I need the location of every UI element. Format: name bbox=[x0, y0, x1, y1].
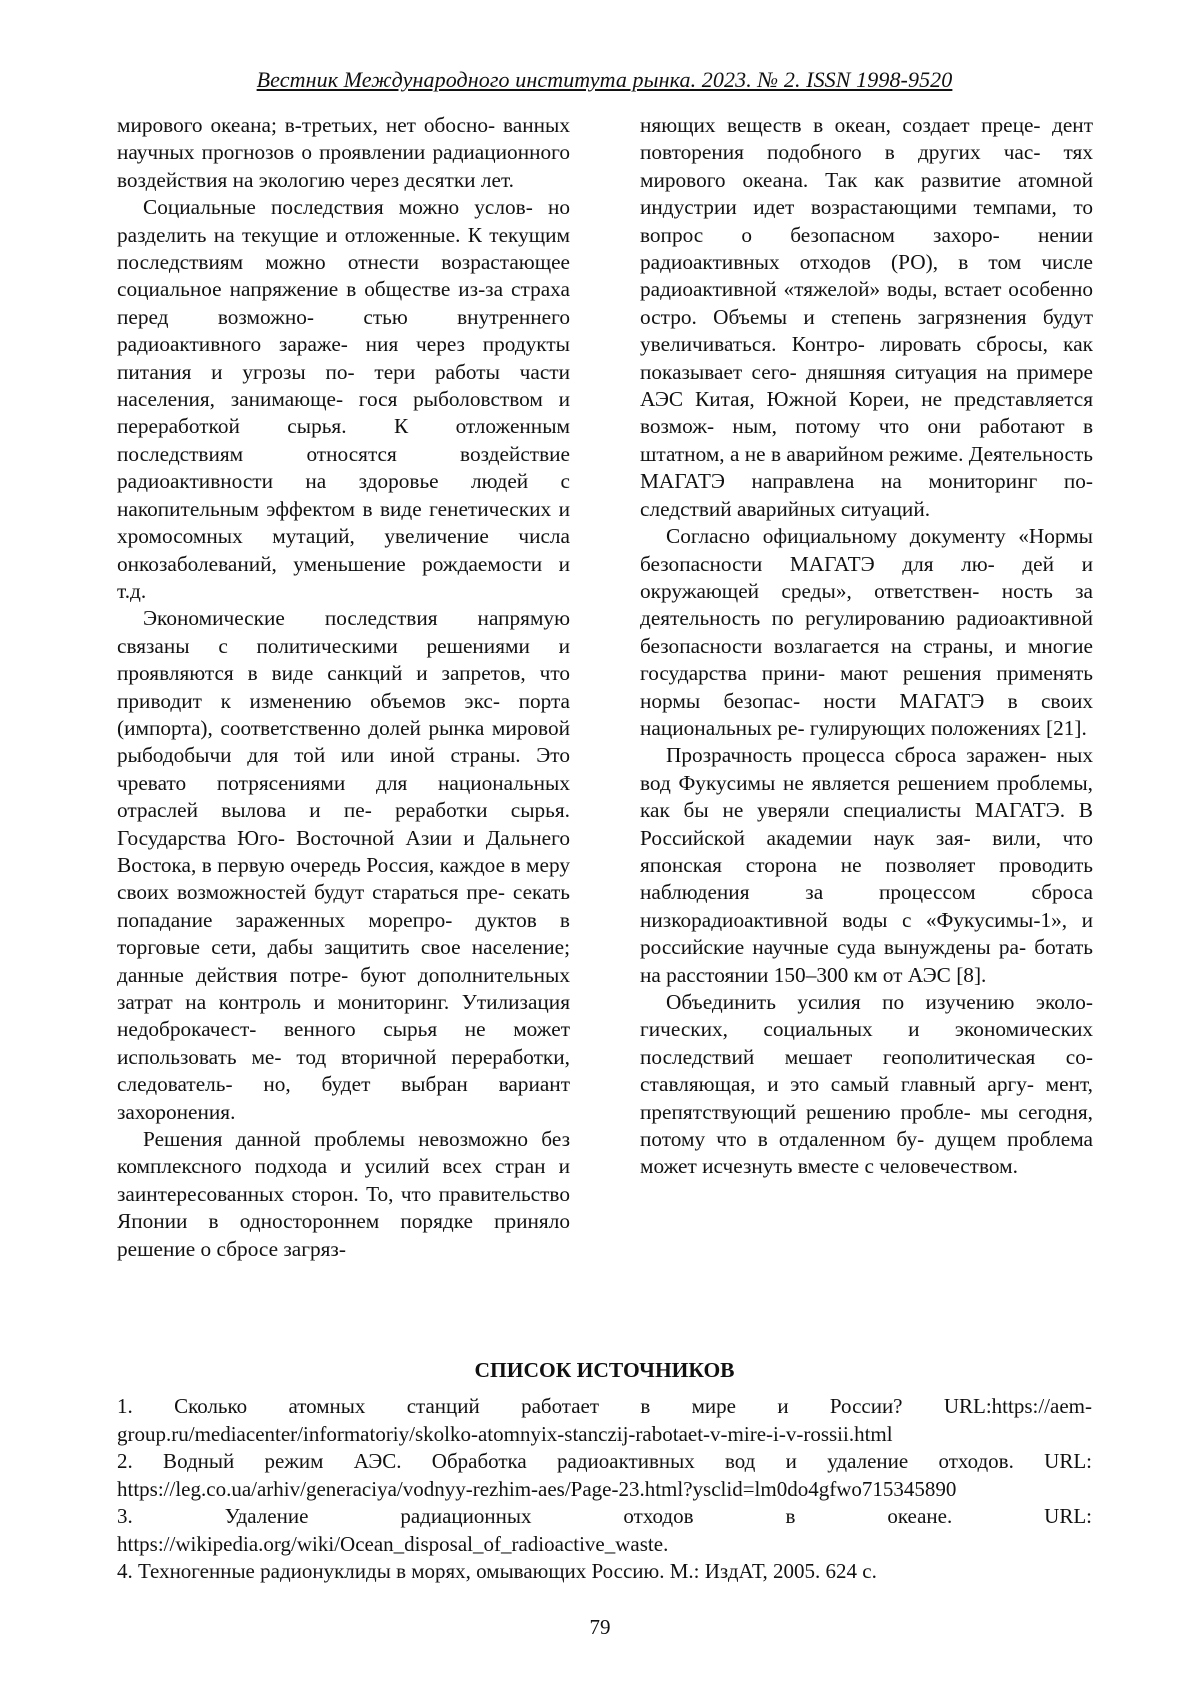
paragraph: Прозрачность процесса сброса заражен- ных вод Фукусимы не является решением проблемы, как бы не уверяли специалисты МАГАТЭ. В Российской академии наук зая- вили, что японская сторона не позволяет проводить наблюдения за процессом сброса низкорадиоактивной воды с «Фукусимы-1», и российские научные суда вынуждены ра- ботать на расстоянии 150–300 км от АЭС [8]. bbox=[640, 743, 1093, 987]
paragraph: Объединить усилия по изучению эколо- гических, социальных и экономических последствий мешает геополитическая со- ставляющая, и это самый главный аргу- мент, препятствующий решению пробле- мы сегодня, потому что в отдаленном бу- дущем проблема может исчезнуть вместе с человечеством. bbox=[640, 990, 1093, 1179]
page-number: 79 bbox=[589, 1615, 611, 1639]
reference-item: 4. Техногенные радионуклиды в морях, омывающих Россию. М.: ИздАТ, 2005. 624 с. bbox=[117, 1559, 877, 1583]
left-column bbox=[117, 112, 570, 1263]
running-header: Вестник Международного института рынка. 2023. № 2. ISSN 1998-9520 bbox=[256, 67, 953, 92]
paragraph: мирового океана; в-третьих, нет обосно- ванных научных прогнозов о проявлении радиационного воздействия на экологию через десятки лет. bbox=[117, 113, 570, 192]
paragraph: Социальные последствия можно услов- но разделить на текущие и отложенные. К текущим последствиям можно отнести возрастающее социальное напряжение в обществе из-за страха перед возможно- стью внутреннего радиоактивного зараже- ния через продукты питания и угрозы по- тери работы части населения, занимающе- гося рыболовством и переработкой сырья. К отложенным последствиям относятся воздействие радиоактивности на здоровье людей с накопительным эффектом в виде генетических и хромосомных мутаций, увеличение числа онкозаболеваний, уменьшение рождаемости и т.д. bbox=[117, 195, 570, 603]
paragraph: Решения данной проблемы невозможно без комплексного подхода и усилий всех стран и заинтересованных сторон. То, что правительство Японии в одностороннем порядке приняло решение о сбросе загряз- bbox=[117, 1127, 570, 1261]
reference-item: 2. Водный режим АЭС. Обработка радиоактивных вод и удаление отходов. URL: https://leg.co.ua/arhiv/generaciya/vodnyy-rezhim-aes/Page-23.html?ysclid=lm0do4gfwo715345890 bbox=[117, 1449, 1092, 1501]
reference-item: 3. Удаление радиационных отходов в океане. URL: https://wikipedia.org/wiki/Ocean_disposal_of_radioactive_waste. bbox=[117, 1504, 1092, 1556]
paragraph: Экономические последствия напрямую связаны с политическими решениями и проявляются в виде санкций и запретов, что приводит к изменению объемов экс- порта (импорта), соответственно долей рынка мировой рыбодобычи для той или иной страны. Это чревато потрясениями для национальных отраслей вылова и пе- реработки сырья. Государства Юго- Восточной Азии и Дальнего Востока, в первую очередь Россия, каждое в меру своих возможностей будут стараться пре- секать попадание зараженных морепро- дуктов в торговые сети, дабы защитить свое население; данные действия потре- буют дополнительных затрат на контроль и мониторинг. Утилизация недоброкачест- венного сырья не может использовать ме- тод вторичной переработки, следователь- но, будет выбран вариант захоронения. bbox=[117, 606, 570, 1124]
right-column bbox=[640, 112, 1093, 1181]
references-title: СПИСОК ИСТОЧНИКОВ bbox=[474, 1358, 735, 1382]
references-list bbox=[117, 1393, 1092, 1586]
paragraph: Согласно официальному документу «Нормы безопасности МАГАТЭ для лю- дей и окружающей среды», ответствен- ность за деятельность по регулированию радиоактивной безопасности возлагается на страны, и многие государства прини- мают решения применять нормы безопас- ности МАГАТЭ в своих национальных ре- гулирующих положениях [21]. bbox=[640, 524, 1093, 740]
reference-item: 1. Сколько атомных станций работает в мире и России? URL:https://aem-group.ru/mediacenter/informatoriy/skolko-atomnyix-stanczij-rabotaet-v-mire-i-v-rossii.html bbox=[117, 1394, 1092, 1446]
paragraph: няющих веществ в океан, создает преце- дент повторения подобного в других час- тях мирового океана. Так как развитие атомной индустрии идет возрастающими темпами, то вопрос о безопасном захоро- нении радиоактивных отходов (РО), в том числе радиоактивной «тяжелой» воды, встает особенно остро. Объемы и степень загрязнения будут увеличиваться. Контро- лировать сбросы, как показывает сего- дняшняя ситуация на примере АЭС Китая, Южной Кореи, не представляется возмож- ным, потому что они работают в штатном, а не в аварийном режиме. Деятельность МАГАТЭ направлена на мониторинг по- следствий аварийных ситуаций. bbox=[640, 113, 1093, 521]
